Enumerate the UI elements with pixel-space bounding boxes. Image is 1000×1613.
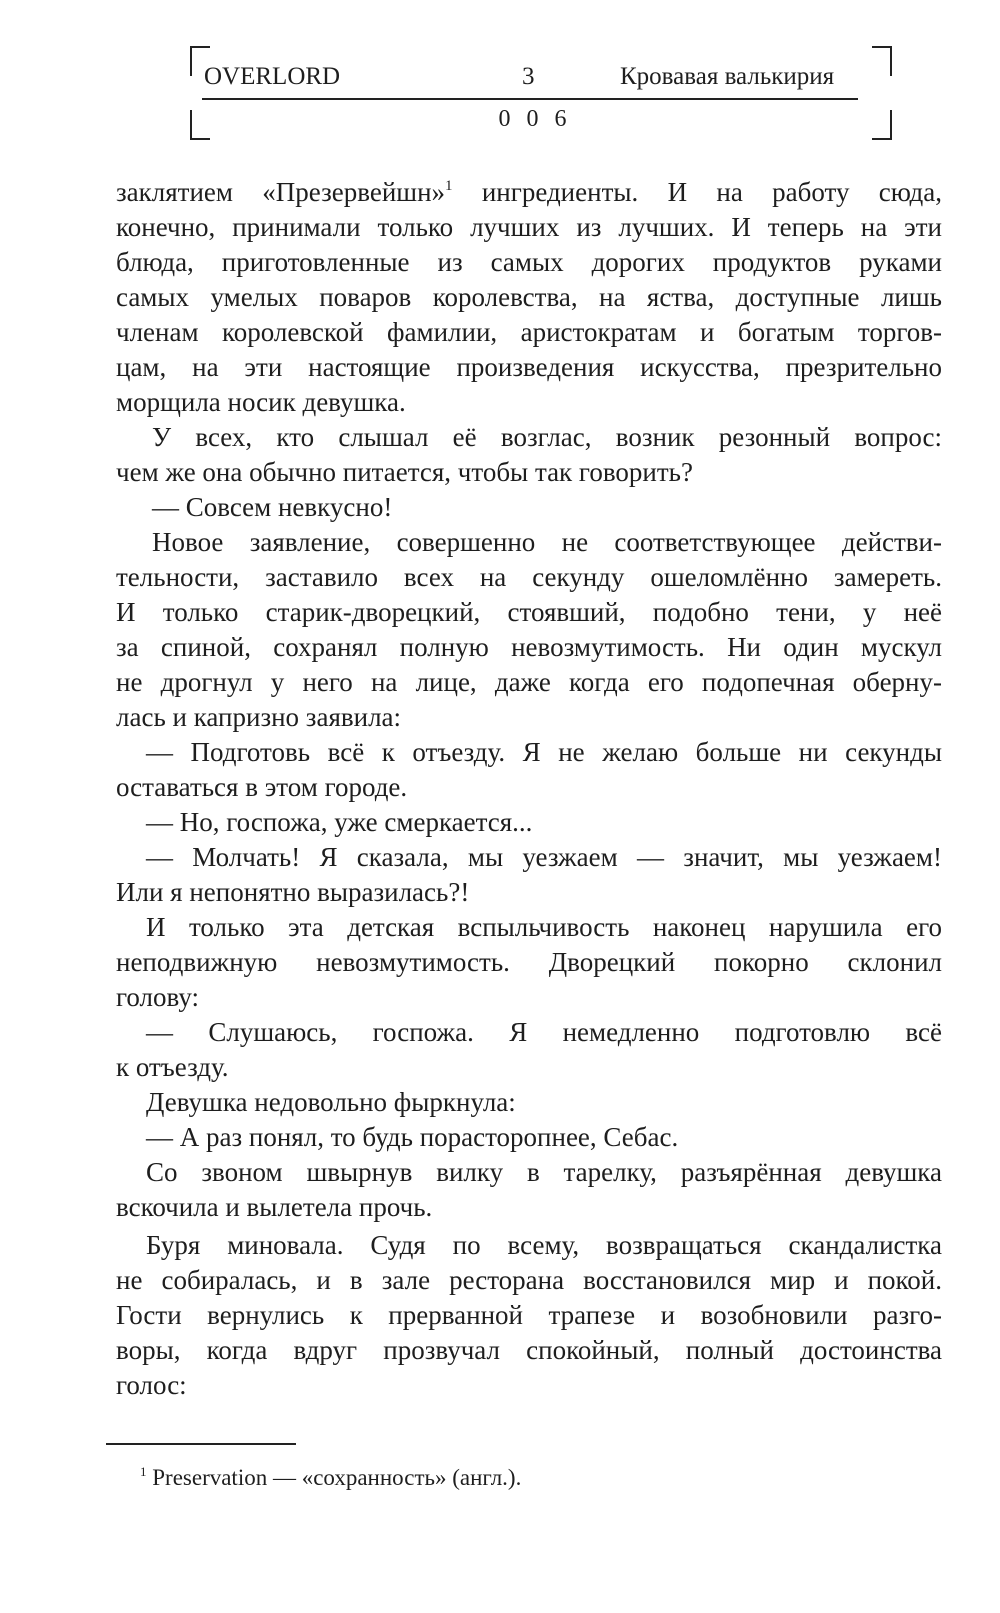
text-line: голос: [116,1370,187,1400]
text-line: Со звоном швырнув вилку в тарелку, разъярённая девушка [146,1157,942,1187]
text-line: к отъезду. [116,1052,229,1082]
dialogue-line: — А раз понял, то будь порасторопнее, Себас. [146,1122,679,1152]
footnote-reference: 1 [445,178,453,194]
text-line: тельности, заставило всех на секунду ошеломлённо замереть. [116,562,942,592]
dialogue-line: — Слушаюсь, госпожа. Я немедленно подготовлю всё [146,1017,942,1047]
dialogue-line: — Совсем невкусно! [152,492,393,522]
text-line: И только эта детская вспыльчивость наконец нарушила его [146,912,942,942]
text-line: самых умелых поваров королевства, на яства, доступные лишь [116,282,942,312]
running-head-volume: 3 [522,63,535,90]
text-line: голову: [116,982,199,1012]
running-head-series: OVERLORD [204,63,341,90]
text-line: конечно, принимали только лучших из лучших. И теперь на эти [116,212,942,242]
corner-mark-bottom-left [190,110,210,140]
corner-mark-top-right [872,46,892,76]
text-line: чем же она обычно питается, чтобы так говорить? [116,457,693,487]
text-line: И только старик-дворецкий, стоявший, подобно тени, у неё [116,597,942,627]
text-line: членам королевской фамилии, аристократам и богатым торгов- [116,317,942,347]
page-number: 0 0 6 [498,106,572,132]
text-line: Гости вернулись к прерванной трапезе и возобновили разго- [116,1300,942,1330]
text-line: Девушка недовольно фыркнула: [146,1087,516,1117]
corner-mark-bottom-right [872,110,892,140]
text-line: лась и капризно заявила: [116,702,402,732]
footnote-rule [106,1443,296,1445]
text-line: Буря миновала. Судя по всему, возвращаться скандалистка [146,1230,942,1260]
text-line: заклятием «Презервейшн»$^1$ ингредиенты. И на работу сюда, [116,177,943,207]
dialogue-line: — Но, госпожа, уже смеркается... [146,807,533,837]
text-line: не дрогнул у него на лице, даже когда его подопечная оберну- [116,667,942,697]
footnote-text: Preservation — «сохранность» (англ.). [146,1465,522,1490]
dialogue-line: — Подготовь всё к отъезду. Я не желаю больше ни секунды [146,737,942,767]
dialogue-line: — Молчать! Я сказала, мы уезжаем — значит, мы уезжаем! [146,842,942,872]
text-line: воры, когда вдруг прозвучал спокойный, полный достоинства [116,1335,942,1365]
footnote-marker: 1 [140,1464,147,1479]
header-rule [202,98,858,100]
footnote [140,1462,521,1494]
text-line: цам, на эти настоящие произведения искусства, презрительно [116,352,942,382]
text-line: Или я непонятно выразилась?! [116,877,470,907]
running-head-book-title: Кровавая валькирия [620,63,835,90]
body-text [116,175,942,1403]
text-line: не собиралась, и в зале ресторана восстановился мир и покой. [116,1265,942,1295]
text-line: Новое заявление, совершенно не соответствующее действи- [152,527,942,557]
text-line: неподвижную невозмутимость. Дворецкий покорно склонил [116,947,942,977]
text-line: У всех, кто слышал её возглас, возник резонный вопрос: [152,422,942,452]
text-line: за спиной, сохранял полную невозмутимость. Ни один мускул [116,632,942,662]
text-line: морщила носик девушка. [116,387,406,417]
text-line: вскочила и вылетела прочь. [116,1192,433,1222]
text-line: блюда, приготовленные из самых дорогих продуктов руками [116,247,942,277]
text-line: оставаться в этом городе. [116,772,408,802]
